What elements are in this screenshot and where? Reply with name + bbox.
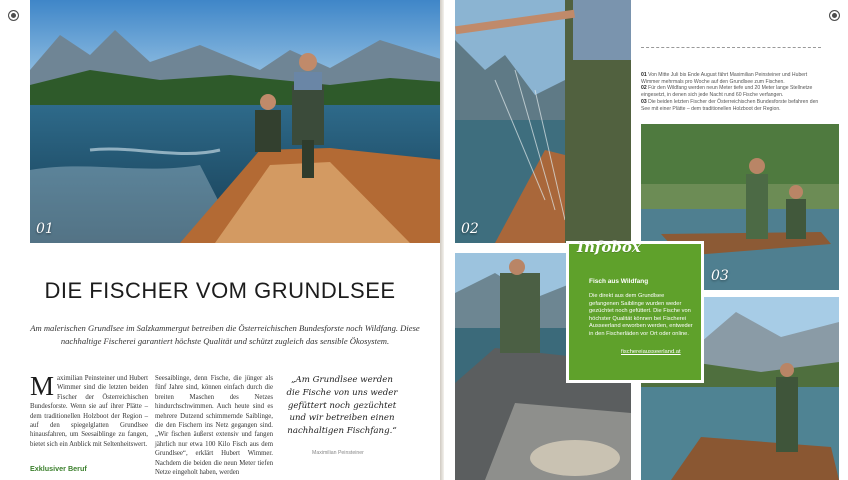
section-subhead: Exklusiver Beruf (30, 464, 87, 473)
photo-fishers-boat (30, 0, 444, 243)
page-title: DIE FISCHER VOM GRUNDLSEE (44, 278, 396, 303)
dropcap: M (30, 371, 55, 401)
infobox-body: Die direkt aus dem Grundlsee gefangenen Saiblinge wurden weder gezüchtet noch gefüttert. Die Fische von höchster Qualität können bei Fischerei Ausseerland erworben werden, entweder in den Fischerläden vor Ort oder online. (589, 293, 693, 337)
article-column-1 (30, 371, 148, 449)
photo-number-03: 03 (711, 268, 729, 284)
infobox-title: Infobox (577, 238, 641, 256)
photo-number-01: 01 (36, 221, 54, 237)
infobox-subtitle: Fisch aus Wildfang (589, 278, 649, 285)
photo-number-02: 02 (461, 221, 479, 237)
caption-03: 03 Die beiden letzten Fischer der Österreichischen Bundesforste befahren den See mit einer Plätte – dem traditionellen Holzboot der Region. (641, 98, 819, 112)
pull-quote: „Am Grundlsee werden die Fische von uns weder gefüttert noch gezüchtet und wir betreiben einen nachhaltigen Fischfang.“ (286, 375, 398, 437)
article-column-2: Seesaiblinge, denn Fische, die jünger als fünf Jahre sind, können einfach durch die breiten Maschen des Netzes hindurchschwimmen. Auch heute sind es mehrere Dutzend schimmernde Saiblinge, die den Fischern ins Netz gegangen sind. „Wir fischen äußerst extensiv und fangen jährlich nur etwa 100 Kilo Fisch aus dem Grundlsee“, erklärt Hubert Wimmer. Nachdem die beiden die neun Meter tiefen Netze eingeholt haben, werden (155, 375, 273, 477)
column-1-text: aximilian Peinsteiner und Hubert Wimmer sind die letzten beiden Fischer der Österreichischen Bundesforste. Wenn sie auf ihrer Plätte – dem traditionellen Holzboot der Region – auf den spiegelglatten Grundlsee hinausfahren, um Seesaiblinge zu fangen, bietet sich ein Anblick mit Seltenheitswert. (30, 375, 148, 448)
caption-divider (641, 47, 821, 48)
caption-01: 01 Von Mitte Juli bis Ende August fährt Maximilian Peinsteiner und Hubert Wimmer mehrmals pro Woche auf den Grundlsee zum Fischen. (641, 72, 808, 85)
infobox (569, 238, 701, 380)
photo-captions (641, 72, 821, 112)
caption-02: 02 Für den Wildfang werden neun Meter tiefe und 20 Meter lange Stellnetze eingesetzt, in denen sich jede Nacht rund 60 Fische verfangen. (641, 85, 813, 99)
next-page-icon[interactable] (829, 10, 840, 21)
article-lead: Am malerischen Grundlsee im Salzkammergut betreiben die Österreichischen Bundesforste noch Wildfang. Diese nachhaltige Fischerei garantiert höchste Qualität und schützt zugleich das sensible Ökosystem. (30, 323, 420, 346)
prev-page-icon[interactable] (8, 10, 19, 21)
infobox-link[interactable]: fischereiausseerland.at (621, 349, 681, 355)
quote-author: Maximilian Peinsteiner (312, 450, 364, 456)
photo-casting-net (455, 0, 631, 243)
